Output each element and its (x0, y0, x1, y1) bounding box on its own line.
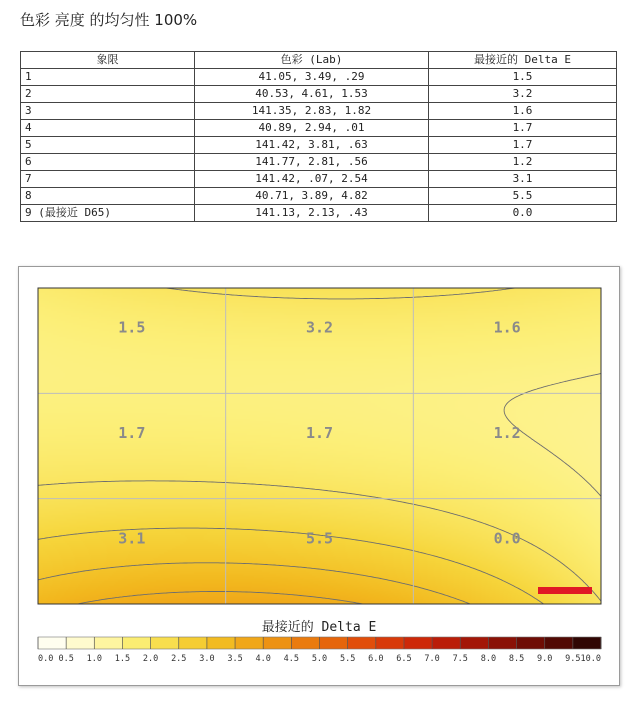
legend-swatch (460, 637, 489, 649)
table-header-row (21, 52, 617, 69)
cell-value-label: 1.2 (493, 424, 521, 442)
legend-tick-label: 2.5 (171, 654, 187, 664)
table-row (21, 137, 617, 154)
uniformity-heatmap (19, 267, 619, 685)
delta-e-cell: 1.7 (429, 137, 617, 154)
table-row (21, 103, 617, 120)
legend-tick-label: 0.0 (38, 654, 54, 664)
legend-swatch (122, 637, 151, 649)
legend-swatch (291, 637, 320, 649)
legend-tick-label: 2.0 (142, 654, 159, 664)
cell-value-label: 3.1 (118, 529, 146, 548)
legend-swatch (38, 637, 67, 649)
lab-value-cell: 141.77, 2.81, .56 (195, 154, 429, 171)
legend-tick-label: 7.5 (452, 654, 468, 664)
legend-swatch (432, 637, 461, 649)
legend-tick-label: 4.5 (283, 654, 300, 664)
legend-tick-label: 0.5 (58, 654, 74, 664)
legend-swatch (235, 637, 264, 649)
table-row (21, 120, 617, 137)
column-header-lab: 色彩 (Lab) (195, 52, 429, 69)
legend-tick-label: 8.5 (508, 654, 525, 664)
table-row (21, 154, 617, 171)
cell-value-label: 1.7 (118, 424, 146, 442)
legend-swatch (517, 637, 546, 649)
legend-tick-label: 5.0 (311, 654, 328, 664)
quadrant-cell: 2 (21, 86, 195, 103)
cell-value-label: 5.5 (305, 529, 334, 548)
legend-swatch (263, 637, 292, 649)
delta-e-cell: 3.1 (429, 171, 617, 188)
table-row (21, 205, 617, 222)
cell-value-label: 3.2 (305, 318, 334, 337)
quadrant-cell: 6 (21, 154, 195, 171)
table-row (21, 69, 617, 86)
lab-value-cell: 141.35, 2.83, 1.82 (195, 103, 429, 120)
table-row (21, 188, 617, 205)
delta-e-cell: 1.6 (429, 103, 617, 120)
legend-tick-label: 1.0 (86, 654, 102, 664)
lab-value-cell: 141.42, .07, 2.54 (195, 171, 429, 188)
legend-tick-label: 1.5 (114, 654, 131, 664)
column-header-delta-e: 最接近的 Delta E (429, 52, 617, 69)
legend-swatch (66, 637, 95, 649)
delta-e-cell: 1.2 (429, 154, 617, 171)
legend-swatch (404, 637, 433, 649)
quadrant-cell: 4 (21, 120, 195, 137)
page-title: 色彩 亮度 的均匀性 100% (20, 11, 198, 29)
legend-tick-label: 4.0 (255, 654, 271, 664)
legend-swatch (207, 637, 236, 649)
delta-e-cell: 1.5 (429, 69, 617, 86)
lab-value-cell: 141.13, 2.13, .43 (195, 205, 429, 222)
quadrant-cell: 9 (最接近 D65) (21, 205, 195, 222)
legend-swatch (545, 637, 574, 649)
lab-value-cell: 40.71, 3.89, 4.82 (195, 188, 429, 205)
quadrant-cell: 1 (21, 69, 195, 86)
lab-value-cell: 40.89, 2.94, .01 (195, 120, 429, 137)
column-header-quadrant: 象限 (21, 52, 195, 69)
legend-swatch (488, 637, 517, 649)
legend-tick-label: 9.5 (565, 654, 581, 664)
legend-tick-label: 9.0 (537, 654, 553, 664)
cell-value-label: 1.6 (493, 318, 521, 337)
legend-swatch (376, 637, 405, 649)
legend-swatch (94, 637, 123, 649)
delta-e-cell: 0.0 (429, 205, 617, 222)
delta-e-cell: 3.2 (429, 86, 617, 103)
lab-value-cell: 40.53, 4.61, 1.53 (195, 86, 429, 103)
table-row (21, 86, 617, 103)
legend-tick-label: 5.5 (339, 654, 356, 664)
legend-tick-label: 3.0 (199, 654, 215, 664)
cell-value-label: 1.5 (118, 318, 146, 337)
quadrant-cell: 8 (21, 188, 195, 205)
legend-title: 最接近的 Delta E (261, 620, 377, 635)
legend-tick-label: 6.5 (396, 654, 412, 664)
legend-swatch (151, 637, 180, 649)
quadrant-cell: 5 (21, 137, 195, 154)
legend-tick-label: 3.5 (227, 654, 243, 664)
cell-value-label: 1.7 (305, 424, 334, 442)
color-legend (38, 637, 602, 664)
legend-swatch (348, 637, 377, 649)
legend-swatch (573, 637, 602, 649)
legend-tick-label: 10.0 (580, 654, 601, 664)
legend-tick-label: 7.0 (424, 654, 440, 664)
cell-value-label: 0.0 (493, 529, 521, 548)
legend-tick-label: 6.0 (368, 654, 384, 664)
watermark-bar (538, 587, 592, 594)
legend-tick-label: 8.0 (480, 654, 497, 664)
delta-e-cell: 5.5 (429, 188, 617, 205)
quadrant-cell: 7 (21, 171, 195, 188)
uniformity-chart-panel (18, 266, 620, 686)
quadrant-cell: 3 (21, 103, 195, 120)
table-row (21, 171, 617, 188)
legend-swatch (179, 637, 208, 649)
lab-value-cell: 41.05, 3.49, .29 (195, 69, 429, 86)
lab-value-cell: 141.42, 3.81, .63 (195, 137, 429, 154)
delta-e-cell: 1.7 (429, 120, 617, 137)
legend-swatch (320, 637, 349, 649)
measurement-table (20, 51, 617, 222)
